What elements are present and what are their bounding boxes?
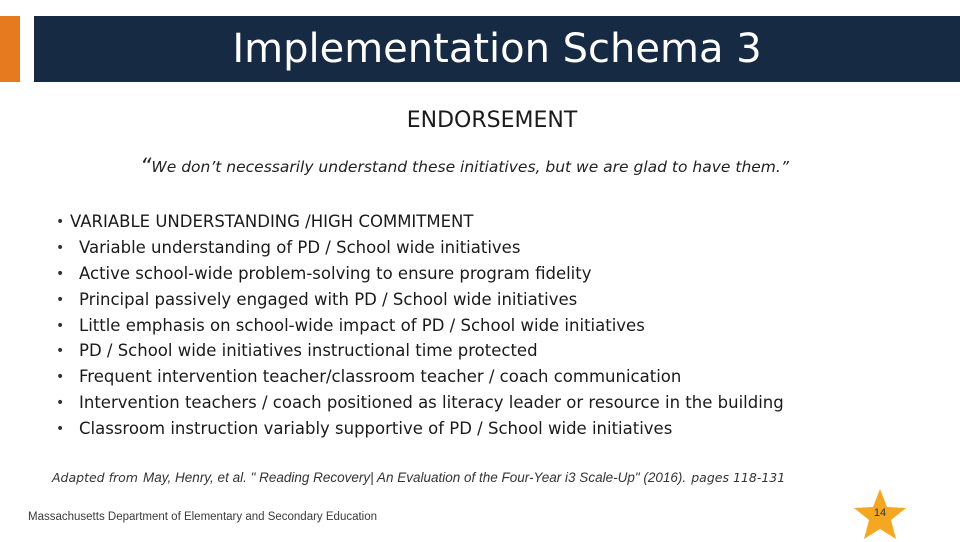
quote [140,155,789,180]
bullet-item [56,237,784,263]
bullet-dot: • [56,214,65,230]
citation-prefix: Adapted from [52,470,138,485]
bullet-item [56,366,784,392]
bullet-text: Principal passively engaged with PD / School wide initiatives [79,289,578,309]
bullet-dot: • [56,343,65,360]
footer-organization: Massachusetts Department of Elementary and Secondary Education [28,511,378,523]
bullet-item [56,263,784,289]
bullet-item [56,289,784,315]
bullet-text: Variable understanding of PD / School wide initiatives [79,237,521,257]
bullet-text: Active school-wide problem-solving to ensure program fidelity [79,263,592,283]
bullet-dot: • [56,421,65,438]
bullet-text: Intervention teachers / coach positioned as literacy leader or resource in the building [79,393,784,413]
bullet-item [56,418,784,444]
slide-title: Implementation Schema 3 [232,26,762,72]
citation [52,467,785,486]
bullet-text: Frequent intervention teacher/classroom teacher / coach communication [79,367,682,387]
title-accent-bar [0,16,20,82]
bullet-dot: • [56,265,65,282]
bullet-text: VARIABLE UNDERSTANDING /HIGH COMMITMENT [70,212,474,231]
bullet-dot: • [56,395,65,412]
bullet-dot: • [56,317,65,334]
citation-source: May, Henry, et al. " Reading Recovery| An Evaluation of the Four-Year i3 Scale-Up" (2016). [143,470,687,485]
bullet-dot: • [56,369,65,386]
open-quote-mark: “ [140,155,152,180]
quote-text: We don’t necessarily understand these initiatives, but we are glad to have them.” [151,158,789,176]
bullet-item [56,315,784,341]
page-number: 14 [873,507,887,519]
citation-pages: pages 118-131 [691,470,786,485]
bullet-item [56,340,784,366]
bullet-dot: • [56,291,65,308]
bullet-dot: • [56,239,65,256]
bullet-text: Little emphasis on school-wide impact of PD / School wide initiatives [79,315,645,335]
bullet-text: Classroom instruction variably supportive of PD / School wide initiatives [79,419,673,439]
section-heading: ENDORSEMENT [406,108,578,133]
bullet-item [56,392,784,418]
bullet-list [56,211,784,444]
bullet-text: PD / School wide initiatives instructional time protected [79,341,538,361]
bullet-item [56,211,784,237]
